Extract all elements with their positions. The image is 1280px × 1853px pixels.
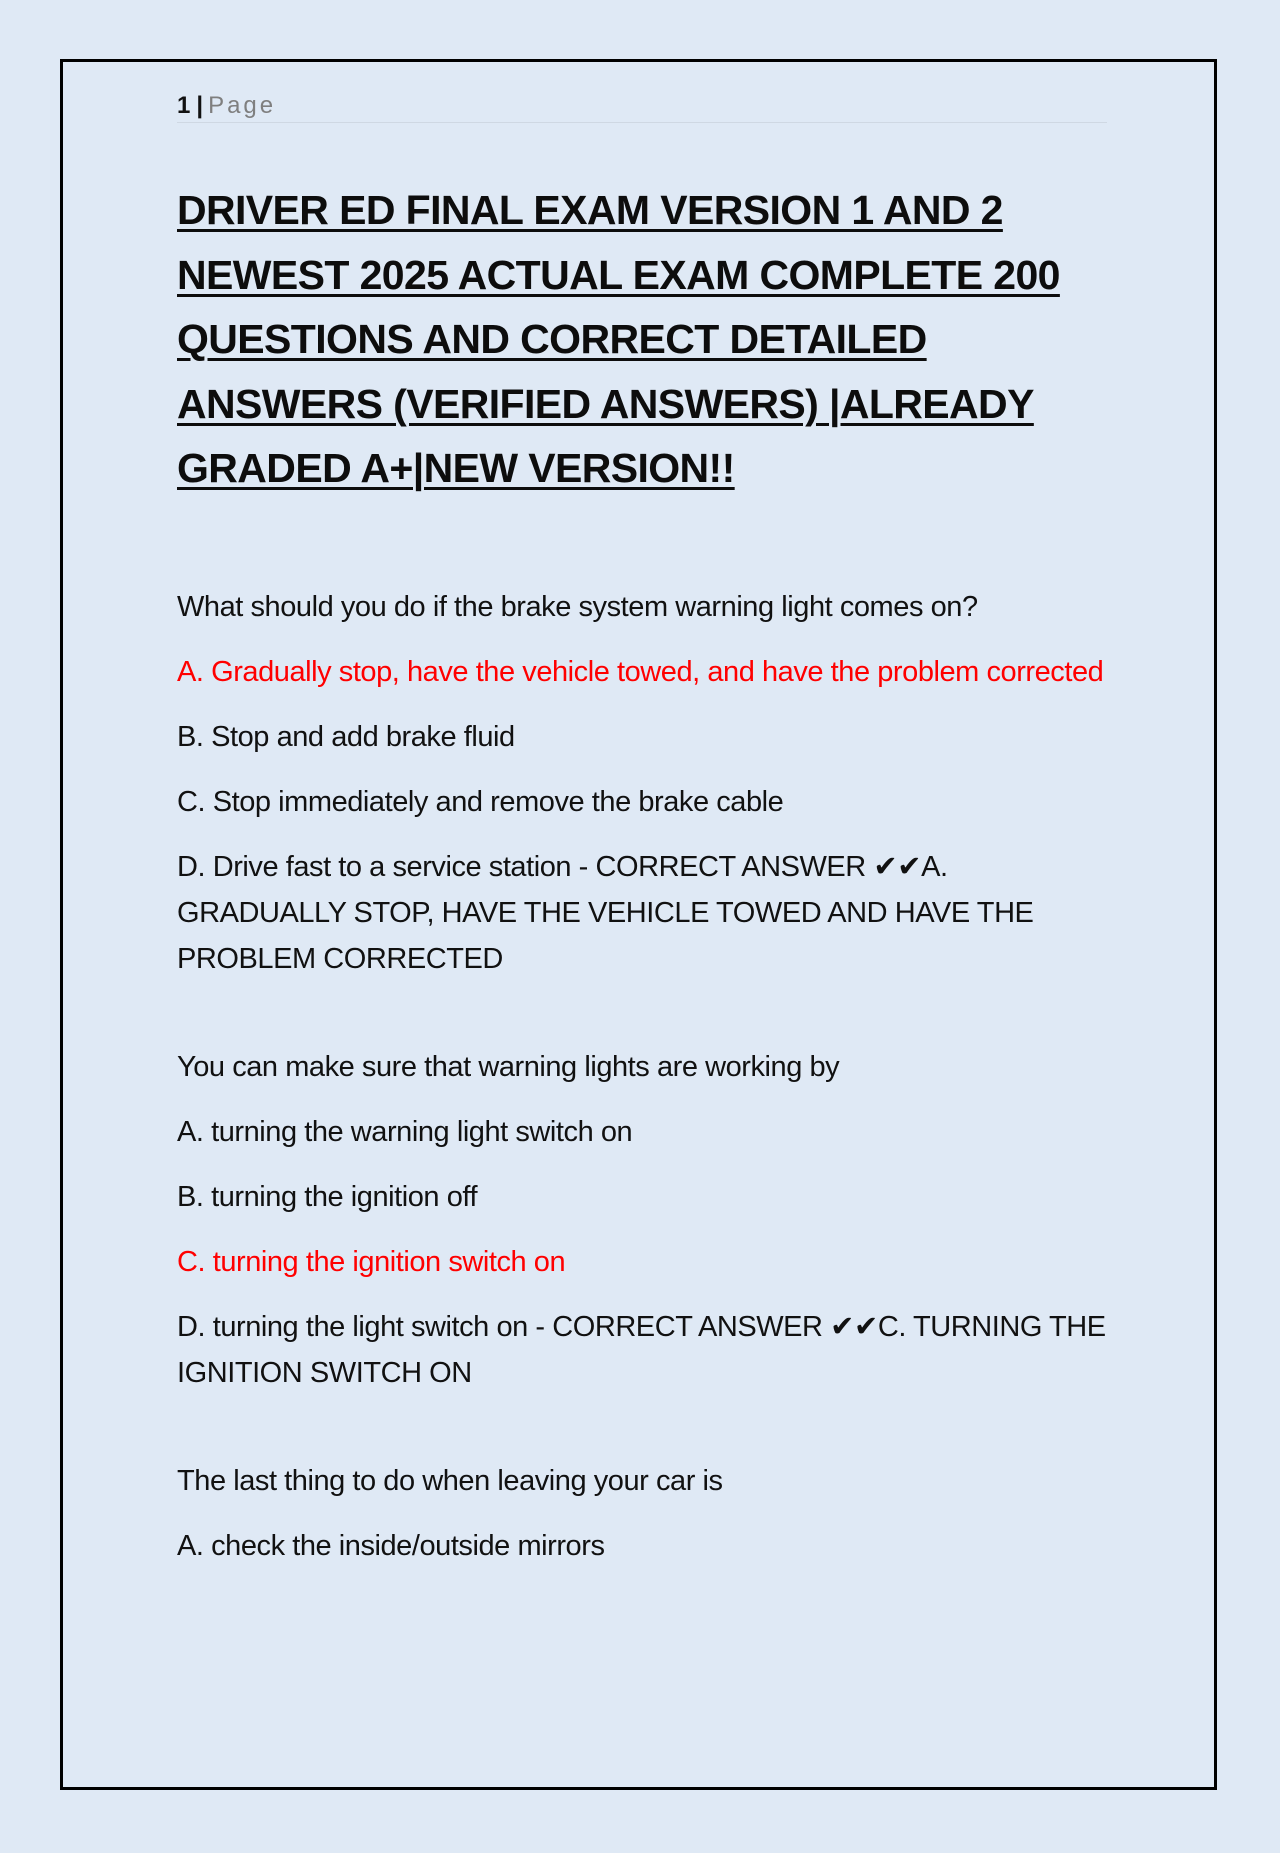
question-block bbox=[177, 1458, 1117, 1569]
answer-option: A. turning the warning light switch on bbox=[177, 1116, 633, 1148]
document-title: DRIVER ED FINAL EXAM VERSION 1 AND 2 NEWEST 2025 ACTUAL EXAM COMPLETE 200 QUESTIONS AND CORRECT DETAILED ANSWERS (VERIFIED ANSWERS) |ALREADY GRADED A+|NEW VERSION!! bbox=[177, 187, 1060, 491]
question-list bbox=[177, 584, 1117, 1631]
answer-option-with-key: D. turning the light switch on - CORRECT ANSWER ✔✔C. TURNING THE IGNITION SWITCH ON bbox=[177, 1311, 1106, 1389]
page-label: Page bbox=[208, 92, 277, 119]
question-text: You can make sure that warning lights are working by bbox=[177, 1051, 840, 1083]
answer-option-with-key: D. Drive fast to a service station - CORRECT ANSWER ✔✔A. GRADUALLY STOP, HAVE THE VEHICLE TOWED AND HAVE THE PROBLEM CORRECTED bbox=[177, 851, 1034, 975]
page-header bbox=[177, 90, 1107, 123]
question-text: What should you do if the brake system warning light comes on? bbox=[177, 591, 978, 623]
question-block bbox=[177, 1044, 1117, 1396]
question-block bbox=[177, 584, 1117, 982]
answer-option-correct: C. turning the ignition switch on bbox=[177, 1246, 566, 1278]
question-text: The last thing to do when leaving your car is bbox=[177, 1465, 723, 1497]
answer-option: A. check the inside/outside mirrors bbox=[177, 1530, 605, 1562]
answer-option: B. Stop and add brake fluid bbox=[177, 721, 515, 753]
answer-option-correct: A. Gradually stop, have the vehicle towed, and have the problem corrected bbox=[177, 656, 1104, 688]
header-separator: | bbox=[196, 92, 204, 119]
answer-option: B. turning the ignition off bbox=[177, 1181, 478, 1213]
page-number: 1 bbox=[177, 92, 191, 119]
answer-option: C. Stop immediately and remove the brake cable bbox=[177, 786, 784, 818]
